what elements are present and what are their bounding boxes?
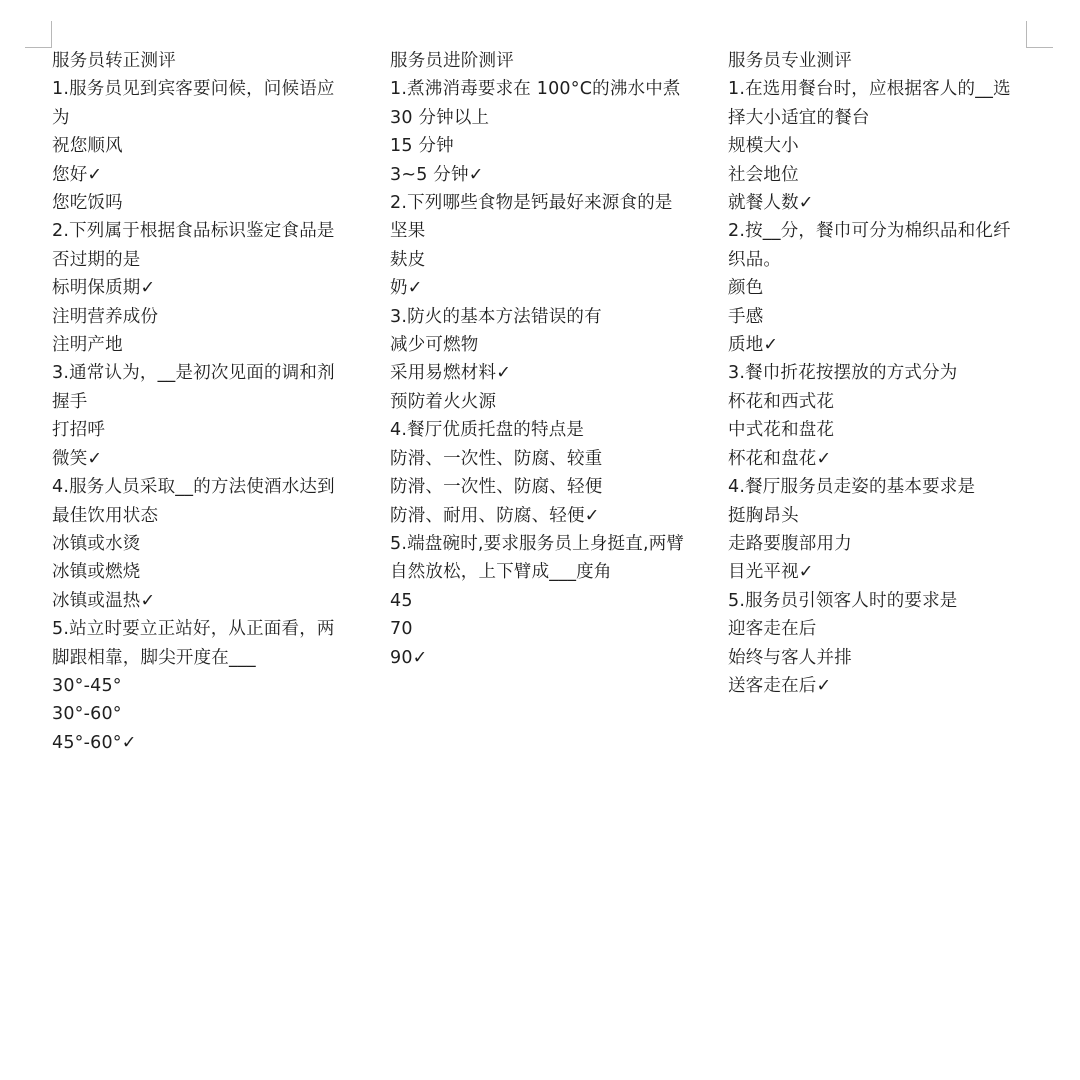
question-text: 1.在选用餐台时，应根据客人的__选择大小适宜的餐台 — [728, 79, 1011, 128]
answer-option: 90✓ — [390, 647, 428, 668]
question-text: 5.站立时要立正站好，从正面看，两脚跟相靠，脚尖开度在___ — [52, 619, 335, 668]
answer-option: 社会地位 — [728, 164, 799, 185]
question-block — [390, 189, 690, 303]
question-block — [390, 75, 690, 189]
answer-option: 45°-60°✓ — [52, 732, 137, 753]
answer-option: 目光平视✓ — [728, 562, 814, 583]
answer-option: 祝您顺风 — [52, 136, 123, 157]
answer-option: 颜色 — [728, 278, 764, 299]
question-text: 4.服务人员采取__的方法使酒水达到最佳饮用状态 — [52, 477, 335, 526]
answer-option: 就餐人数✓ — [728, 193, 814, 214]
question-text: 1.服务员见到宾客要问候，问候语应为 — [52, 79, 335, 128]
question-text: 2.按__分，餐巾可分为棉织品和化纤织品。 — [728, 221, 1011, 270]
page-corner-mark-top-left — [25, 21, 52, 48]
answer-option: 预防着火火源 — [390, 391, 497, 412]
question-block — [52, 615, 352, 757]
answer-option: 质地✓ — [728, 335, 779, 356]
answer-option: 中式花和盘花 — [728, 420, 835, 441]
answer-option: 微笑✓ — [52, 448, 103, 469]
question-block — [52, 75, 352, 217]
question-text: 3.防火的基本方法错误的有 — [390, 306, 602, 327]
question-text: 2.下列属于根据食品标识鉴定食品是否过期的是 — [52, 221, 335, 270]
question-text: 2.下列哪些食物是钙最好来源食的是 — [390, 193, 673, 214]
question-text: 5.服务员引领客人时的要求是 — [728, 590, 958, 611]
question-block — [728, 75, 1028, 217]
answer-option: 采用易燃材料✓ — [390, 363, 512, 384]
answer-option: 45 — [390, 590, 413, 611]
answer-option: 您好✓ — [52, 164, 103, 185]
question-text: 1.煮沸消毒要求在 100°C的沸水中煮 — [390, 79, 681, 100]
answer-option: 30°-45° — [52, 675, 122, 696]
question-block — [728, 473, 1028, 587]
answer-option: 防滑、一次性、防腐、轻便 — [390, 477, 603, 498]
answer-option: 30°-60° — [52, 704, 122, 725]
column-advanced-assessment — [390, 47, 690, 757]
question-block — [390, 530, 690, 672]
question-block — [390, 416, 690, 530]
answer-option: 冰镇或水烫 — [52, 533, 141, 554]
answer-option: 打招呼 — [52, 420, 106, 441]
question-block — [52, 473, 352, 615]
answer-option: 防滑、耐用、防腐、轻便✓ — [390, 505, 600, 526]
answer-option: 规模大小 — [728, 136, 799, 157]
question-block — [390, 303, 690, 417]
answer-option: 始终与客人并排 — [728, 647, 852, 668]
answer-option: 挺胸昂头 — [728, 505, 799, 526]
answer-option: 送客走在后✓ — [728, 675, 832, 696]
answer-option: 杯花和盘花✓ — [728, 448, 832, 469]
page-corner-mark-top-right — [1026, 21, 1053, 48]
column-title: 服务员进阶测评 — [390, 51, 514, 71]
question-text: 5.端盘碗时,要求服务员上身挺直,两臂自然放松，上下臂成___度角 — [390, 533, 685, 583]
question-text: 4.餐厅服务员走姿的基本要求是 — [728, 477, 976, 498]
question-text: 4.餐厅优质托盘的特点是 — [390, 420, 585, 441]
answer-option: 坚果 — [390, 221, 426, 242]
column-title: 服务员专业测评 — [728, 51, 852, 71]
question-block — [52, 359, 352, 473]
answer-option: 麸皮 — [390, 249, 426, 270]
answer-option: 您吃饭吗 — [52, 193, 123, 214]
answer-option: 握手 — [52, 391, 88, 412]
question-block — [52, 217, 352, 359]
answer-option: 走路要腹部用力 — [728, 533, 852, 554]
answer-option: 70 — [390, 619, 413, 640]
question-text: 3.通常认为，__是初次见面的调和剂 — [52, 363, 335, 384]
answer-option: 冰镇或燃烧 — [52, 562, 141, 583]
column-professional-assessment — [728, 47, 1028, 757]
question-text: 3.餐巾折花按摆放的方式分为 — [728, 363, 958, 384]
answer-option: 注明营养成份 — [52, 306, 159, 327]
answer-option: 15 分钟 — [390, 136, 454, 157]
answer-option: 迎客走在后 — [728, 619, 817, 640]
column-title: 服务员转正测评 — [52, 51, 176, 71]
answer-option: 冰镇或温热✓ — [52, 590, 156, 611]
question-block — [728, 217, 1028, 359]
answer-option: 杯花和西式花 — [728, 391, 835, 412]
question-block — [728, 587, 1028, 701]
answer-option: 3~5 分钟✓ — [390, 164, 484, 185]
answer-option: 注明产地 — [52, 335, 123, 356]
answer-option: 奶✓ — [390, 278, 423, 299]
answer-option: 30 分钟以上 — [390, 107, 490, 128]
question-block — [728, 359, 1028, 473]
answer-option: 手感 — [728, 306, 764, 327]
column-probation-assessment — [52, 47, 352, 757]
document-page — [52, 47, 1052, 757]
answer-option: 防滑、一次性、防腐、较重 — [390, 448, 603, 469]
answer-option: 减少可燃物 — [390, 335, 479, 356]
answer-option: 标明保质期✓ — [52, 278, 156, 299]
